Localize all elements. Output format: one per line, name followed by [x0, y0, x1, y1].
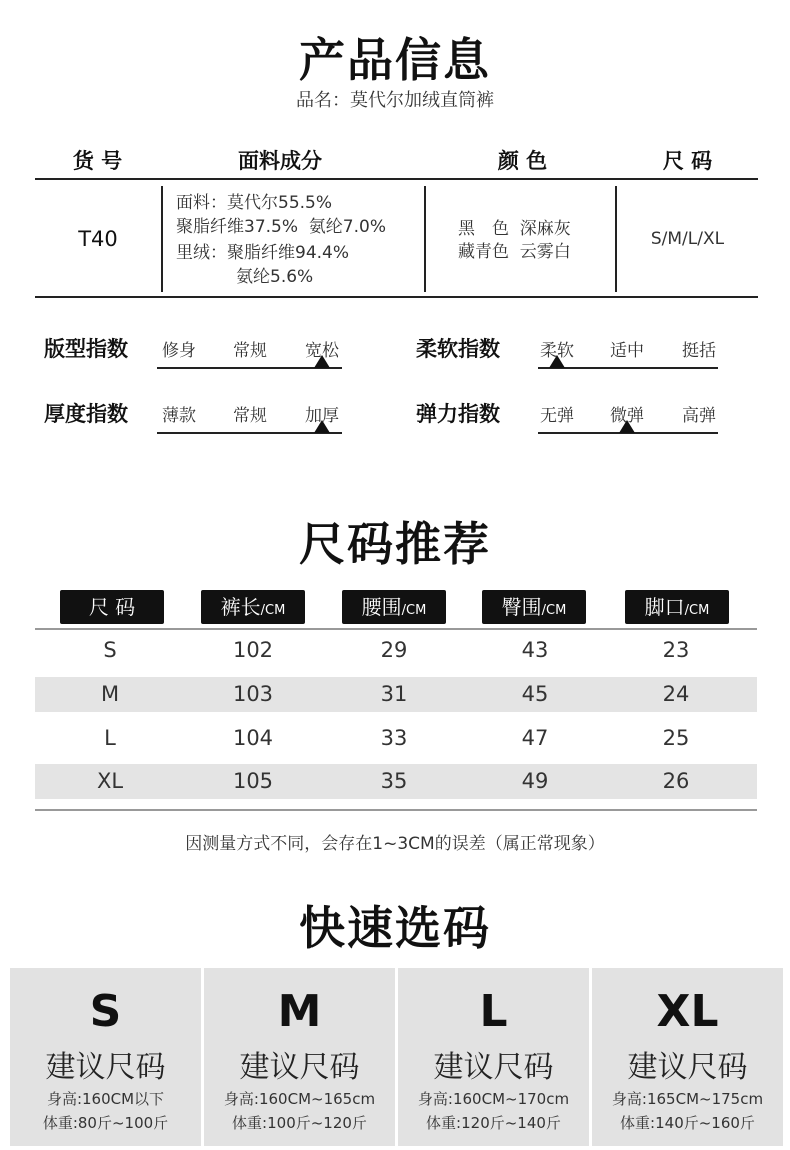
table-cell: 31: [380, 682, 408, 706]
size-card-l: [398, 968, 589, 1146]
size-list: S/M/L/XL: [650, 229, 725, 249]
table-cell: 33: [380, 726, 408, 750]
card-height: 身高:160CM~165cm: [223, 1090, 376, 1108]
elasticity-index-label: 弹力指数: [416, 402, 500, 426]
table-row: [0, 638, 790, 668]
card-height: 身高:160CM以下: [46, 1090, 165, 1108]
card-weight: 体重:140斤~160斤: [620, 1114, 755, 1132]
softness-index-option: 柔软: [540, 341, 574, 361]
fit-index-option: 宽松: [305, 341, 339, 361]
table-cell: 25: [662, 726, 690, 750]
column-header-unit: /CM: [541, 603, 567, 618]
table-cell: S: [103, 638, 117, 662]
column-header-pill: [201, 590, 305, 624]
size-card-m: [204, 968, 395, 1146]
table-row: [0, 769, 790, 799]
card-height: 身高:160CM~170cm: [417, 1090, 570, 1108]
column-header-unit: /CM: [260, 603, 286, 618]
table-top-rule: [35, 178, 758, 180]
thickness-index-option: 薄款: [162, 406, 196, 426]
product-name: 品名：莫代尔加绒直筒裤: [296, 90, 494, 111]
card-weight: 体重:80斤~100斤: [42, 1114, 169, 1132]
fabric-line: 氨纶5.6%: [236, 267, 314, 287]
softness-index-marker-icon: [549, 355, 565, 368]
column-divider: [424, 186, 426, 292]
card-height: 身高:165CM~175cm: [611, 1090, 764, 1108]
color-line: 黑 色 深麻灰: [458, 219, 571, 239]
thickness-index-option: 常规: [233, 406, 267, 426]
column-header-unit: /CM: [401, 603, 427, 618]
table-cell: 45: [521, 682, 549, 706]
card-label: 建议尺码: [433, 1050, 554, 1085]
card-label: 建议尺码: [627, 1050, 748, 1085]
table-cell: 43: [521, 638, 549, 662]
table-cell: 105: [232, 769, 274, 793]
softness-index-label: 柔软指数: [416, 337, 500, 361]
softness-index-option: 挺括: [682, 341, 716, 361]
size-section-title: 尺码推荐: [299, 517, 491, 571]
fabric-line: 面料：莫代尔55.5%: [176, 193, 333, 213]
column-header-unit: /CM: [684, 603, 710, 618]
table-cell: 24: [662, 682, 690, 706]
column-header-label: 臀围: [501, 595, 542, 619]
size-table-top-rule: [35, 628, 757, 630]
table-cell: 47: [521, 726, 549, 750]
table-cell: 103: [232, 682, 274, 706]
table-cell: 102: [232, 638, 274, 662]
header-fabric: 面料成分: [238, 149, 322, 173]
fit-index-marker-icon: [314, 355, 330, 368]
table-bottom-rule: [35, 296, 758, 298]
table-row: [0, 726, 790, 756]
fabric-line: 聚脂纤维37.5% 氨纶7.0%: [176, 217, 387, 237]
page-title: 产品信息: [299, 33, 491, 87]
card-label: 建议尺码: [239, 1050, 360, 1085]
softness-index-track: [538, 367, 718, 369]
card-label: 建议尺码: [45, 1050, 166, 1085]
fit-index-option: 常规: [233, 341, 267, 361]
table-cell: 26: [662, 769, 690, 793]
table-row: [0, 682, 790, 712]
softness-index-option: 适中: [610, 341, 644, 361]
column-header-label: 尺 码: [88, 595, 136, 619]
table-cell: L: [104, 726, 116, 750]
elasticity-index-marker-icon: [619, 420, 635, 433]
table-cell: 104: [232, 726, 274, 750]
header-color: 颜 色: [497, 149, 548, 173]
column-header-label: 腰围: [361, 595, 402, 619]
quick-select-title: 快速选码: [299, 901, 491, 955]
fit-index-label: 版型指数: [44, 337, 128, 361]
thickness-index-label: 厚度指数: [44, 402, 128, 426]
measurement-note: 因测量方式不同，会存在1~3CM的误差（属正常现象）: [185, 834, 605, 854]
table-cell: 35: [380, 769, 408, 793]
fit-index-option: 修身: [162, 341, 196, 361]
card-size: XL: [656, 986, 719, 1037]
card-size: S: [89, 986, 122, 1037]
card-weight: 体重:120斤~140斤: [426, 1114, 561, 1132]
elasticity-index-option: 高弹: [682, 406, 716, 426]
column-header-label: 裤长: [220, 595, 261, 619]
header-item-no: 货 号: [72, 149, 123, 173]
elasticity-index-option: 无弹: [540, 406, 574, 426]
table-cell: 49: [521, 769, 549, 793]
column-header-pill: [625, 590, 729, 624]
size-card-xl: [592, 968, 783, 1146]
item-number: T40: [78, 227, 118, 251]
table-cell: 29: [380, 638, 408, 662]
card-size: L: [479, 986, 508, 1037]
thickness-index-marker-icon: [314, 420, 330, 433]
table-cell: M: [100, 682, 120, 706]
column-header-pill: [342, 590, 446, 624]
size-table-bottom-rule: [35, 809, 757, 811]
fabric-line: 里绒：聚脂纤维94.4%: [176, 243, 350, 263]
header-size: 尺 码: [662, 149, 713, 173]
table-cell: 23: [662, 638, 690, 662]
card-size: M: [277, 986, 322, 1037]
color-line: 藏青色 云雾白: [458, 242, 571, 262]
thickness-index-option: 加厚: [305, 406, 339, 426]
size-card-s: [10, 968, 201, 1146]
card-weight: 体重:100斤~120斤: [232, 1114, 367, 1132]
column-header-pill: [60, 590, 164, 624]
column-header-label: 脚口: [644, 595, 685, 619]
table-cell: XL: [96, 769, 124, 793]
column-header-pill: [482, 590, 586, 624]
column-divider: [161, 186, 163, 292]
elasticity-index-option: 微弹: [610, 406, 644, 426]
